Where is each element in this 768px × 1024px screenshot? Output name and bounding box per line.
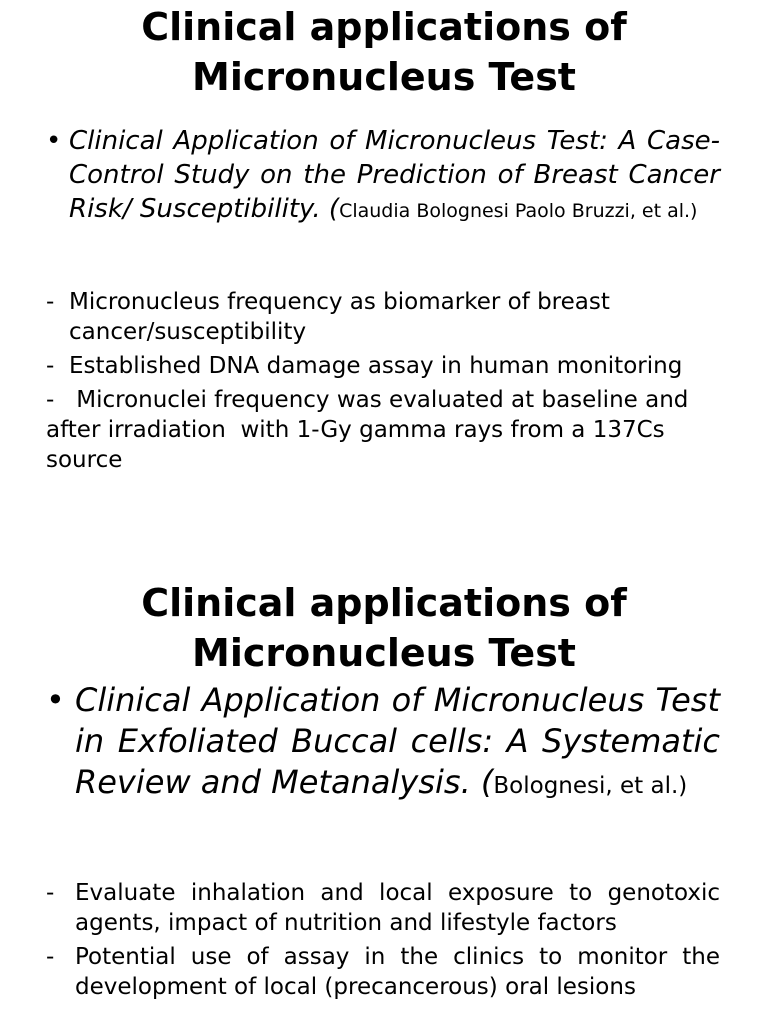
list-item <box>46 942 720 1002</box>
citation-authors: Bolognesi, et al.) <box>493 773 688 799</box>
list-item <box>46 287 720 347</box>
slide-2 <box>0 578 768 1024</box>
slide-title <box>0 0 768 102</box>
citation-bullet <box>46 124 720 226</box>
dash-marker: - <box>46 353 55 379</box>
dash-marker: - <box>46 880 55 906</box>
list-item <box>46 878 720 938</box>
list-item-text: Micronucleus frequency as biomarker of breast cancer/susceptibility <box>69 289 610 345</box>
point-list <box>46 878 720 1006</box>
dash-marker: - <box>46 944 55 970</box>
list-item-text: Potential use of assay in the clinics to monitor the development of local (precancerous) oral lesions <box>75 944 720 1000</box>
bullet-icon: • <box>46 126 62 156</box>
point-list <box>46 287 720 475</box>
citation-text <box>75 680 720 807</box>
list-item <box>46 351 720 381</box>
title-line-1: Clinical applications of <box>141 581 627 625</box>
citation-title: Clinical Application of Micronucleus Test: A Case-Control Study on the Prediction of Breast Cancer Risk/ Susceptibility. ( <box>69 126 720 224</box>
title-line-1: Clinical applications of <box>141 5 627 49</box>
citation-bullet <box>46 680 720 807</box>
list-item-text: Evaluate inhalation and local exposure to genotoxic agents, impact of nutrition and lifestyle factors <box>75 880 720 936</box>
title-line-2: Micronucleus Test <box>192 631 576 675</box>
slide-title <box>0 578 768 678</box>
bullet-icon: • <box>46 681 65 719</box>
list-item-text: Established DNA damage assay in human monitoring <box>69 353 683 379</box>
list-item-unindented: - Micronuclei frequency was evaluated at baseline and after irradiation with 1-Gy gamma rays from a 137Cs source <box>46 387 696 473</box>
citation-authors: Claudia Bolognesi Paolo Bruzzi, et al.) <box>339 200 698 222</box>
citation-title: Clinical Application of Micronucleus Test in Exfoliated Buccal cells: A Systematic Review and Metanalysis. ( <box>75 681 720 801</box>
title-line-2: Micronucleus Test <box>192 55 576 99</box>
citation-text <box>69 124 720 226</box>
dash-marker: - <box>46 289 55 315</box>
